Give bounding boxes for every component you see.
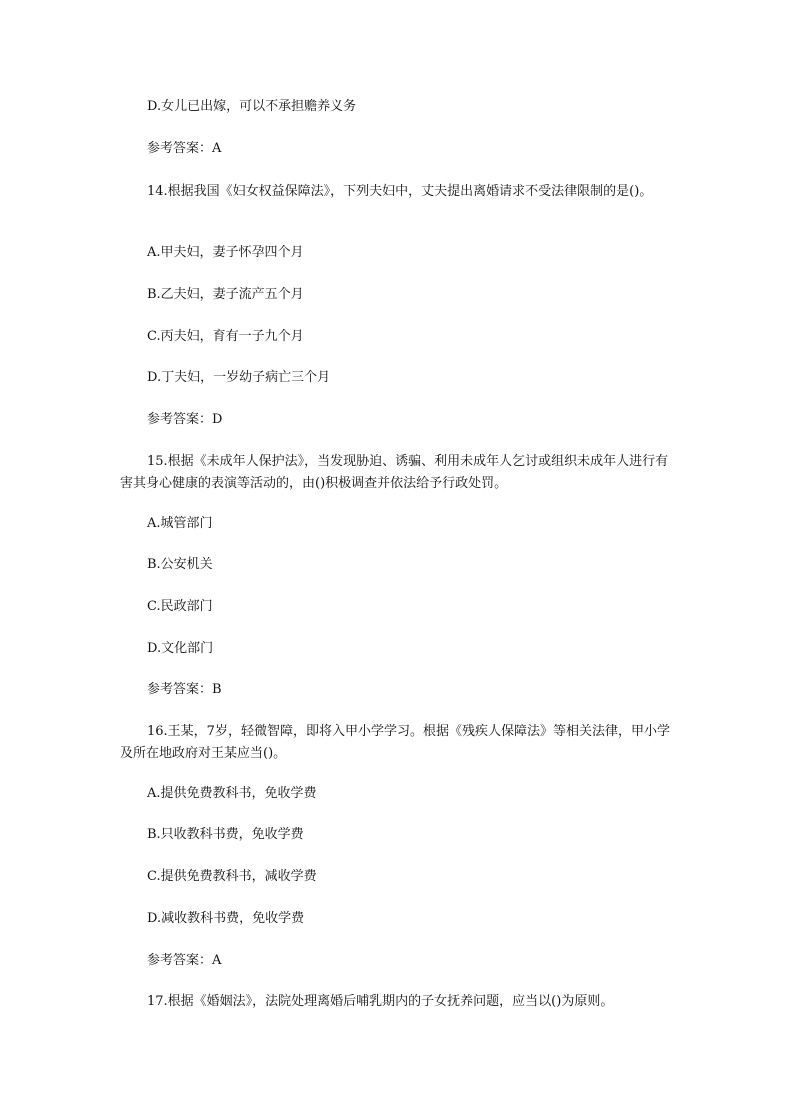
question-stem: 16.王某，7岁，轻微智障，即将入甲小学学习。根据《残疾人保障法》等相关法律，甲小学及所在地政府对王某应当()。 (120, 724, 670, 761)
option-a: A.提供免费教科书，免收学费 (147, 786, 317, 801)
question-stem: 14.根据我国《妇女权益保障法》，下列夫妇中，丈夫提出离婚请求不受法律限制的是()。 (147, 184, 653, 199)
question-stem: 15.根据《未成年人保护法》，当发现胁迫、诱骗、利用未成年人乞讨或组织未成年人进行有害其身心健康的表演等活动的，由()积极调查并依法给予行政处罚。 (120, 454, 669, 491)
option-c: C.民政部门 (147, 599, 213, 614)
question-stem: 17.根据《婚姻法》，法院处理离婚后哺乳期内的子女抚养问题，应当以()为原则。 (147, 994, 614, 1009)
option-d: D.文化部门 (147, 641, 214, 656)
answer: 参考答案：A (147, 953, 222, 968)
option-c: C.丙夫妇，育有一子九个月 (147, 329, 304, 344)
option-c: C.提供免费教科书，减收学费 (147, 869, 317, 884)
option-d: D.减收教科书费，免收学费 (147, 911, 305, 926)
option-a: A.甲夫妇，妻子怀孕四个月 (147, 245, 304, 260)
option-a: A.城管部门 (147, 516, 213, 531)
option-b: B.只收教科书费，免收学费 (147, 827, 304, 842)
option-d: D.丁夫妇，一岁幼子病亡三个月 (147, 370, 331, 385)
option-b: B.公安机关 (147, 557, 213, 572)
option-b: B.乙夫妇，妻子流产五个月 (147, 287, 304, 302)
answer: 参考答案：D (147, 412, 223, 427)
answer: 参考答案：B (147, 682, 222, 697)
option-d: D.女儿已出嫁，可以不承担赡养义务 (147, 99, 357, 114)
answer: 参考答案：A (147, 141, 222, 156)
